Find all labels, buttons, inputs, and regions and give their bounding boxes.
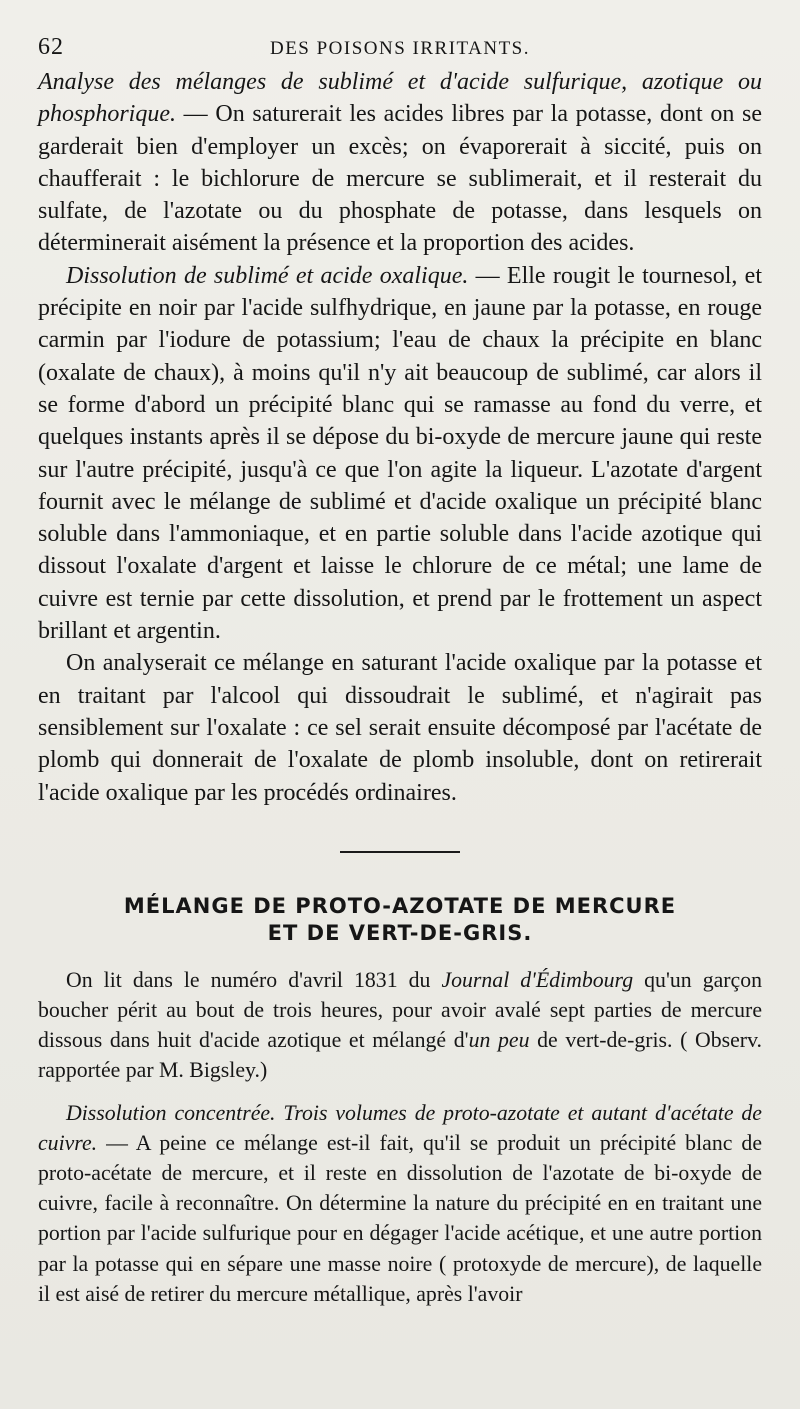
section-title-line-2: ET DE VERT-DE-GRIS. xyxy=(267,920,533,945)
paragraph-text: — A peine ce mélange est-il fait, qu'il se produit un précipité blanc de proto-acétate de mercure, et il reste en dissolution de l'azotate de bi-oxyde de cuivre, facile à reconnaître. On détermine la nature du précipité en en traitant une portion par l'acide sulfurique pour en dégager l'acide acétique, et une autre portion par la potasse qui en sépare une masse noire ( protoxyde de mercure), de laquelle il est aisé de retirer du mercure métallique, après l'avoir xyxy=(38,1130,762,1306)
paragraph-analyse-melanges xyxy=(38,66,762,260)
paragraph-text: On lit dans le numéro d'avril 1831 du xyxy=(66,967,442,992)
paragraph-dissolution-concentree xyxy=(38,1098,762,1309)
paragraph-sublime-oxalique xyxy=(38,260,762,648)
paragraph-text: qu'un garçon boucher périt au bout de trois heures, pour avoir avalé sept parties de mercure dissous dans huit d'acide azotique et mélangé d' xyxy=(38,967,763,1053)
page-number: 62 xyxy=(38,34,64,60)
paragraph-lead: Analyse des mélanges de sublimé et d'acide sulfurique, azotique ou phosphorique. xyxy=(38,69,762,128)
section-title-line-1: MÉLANGE DE PROTO-AZOTATE DE MERCURE xyxy=(123,893,677,918)
paragraph-gap xyxy=(38,1086,762,1098)
section-divider xyxy=(340,851,460,853)
section-body xyxy=(38,965,762,1309)
paragraph-text: — Elle rougit le tournesol, et précipite en noir par l'acide sulfhydrique, en jaune par la potasse, en rouge carmin par l'iodure de potassium; l'eau de chaux la précipite en blanc (oxalate de chaux), à moins qu'il n'y ait beaucoup de sublimé, car alors il se forme d'abord un précipité blanc qui se ramasse au fond du verre, et quelques instants après il se dépose du bi-oxyde de mercure jaune qui reste sur l'autre précipité, jusqu'à ce que l'on agite la liqueur. L'azotate d'argent fournit avec le mélange de sublimé et d'acide oxalique un précipité blanc soluble dans l'ammoniaque, et en partie soluble dans l'acide azotique qui dissout l'oxalate d'argent et laisse le chlorure de ce métal; une lame de cuivre est ternie par cette dissolution, et prend par le frottement un aspect brillant et argentin. xyxy=(38,262,763,645)
section-title xyxy=(38,893,762,947)
paragraph-text: de vert-de-gris. ( Observ. rapportée par M. Bigsley.) xyxy=(38,1028,763,1083)
paragraph-lead: Dissolution de sublimé et acide oxalique. xyxy=(66,262,469,289)
paragraph-lead: Dissolution concentrée. Trois volumes de proto-azotate et autant d'acétate de cuivre. xyxy=(38,1100,762,1155)
running-head: DES POISONS IRRITANTS. xyxy=(269,38,531,59)
paragraph-text: — On saturerait les acides libres par la potasse, dont on se garderait bien d'employer un excès; on évaporerait à siccité, puis on chaufferait : le bichlorure de mercure se sublimerait, et il resterait du sulfate, de l'azotate ou du phosphate de potasse, dans lesquels on déterminerait aisément la présence et la proportion des acides. xyxy=(38,101,762,257)
page-header xyxy=(38,30,762,66)
journal-title: Journal d'Édimbourg xyxy=(441,967,634,992)
paragraph-journal-edimbourg xyxy=(38,965,762,1086)
page-body xyxy=(38,66,762,1309)
paragraph-analyse-oxalique xyxy=(38,647,762,808)
emphasis-text: un peu xyxy=(468,1028,530,1053)
paragraph-text: On analyserait ce mélange en saturant l'acide oxalique par la potasse et en traitant par l'alcool qui dissoudrait le sublimé, et n'agirait pas sensiblement sur l'oxalate : ce sel serait ensuite décomposé par l'acétate de plomb qui donnerait de l'oxalate de plomb insoluble, dont on retirerait l'acide oxalique par les procédés ordinaires. xyxy=(38,650,762,806)
